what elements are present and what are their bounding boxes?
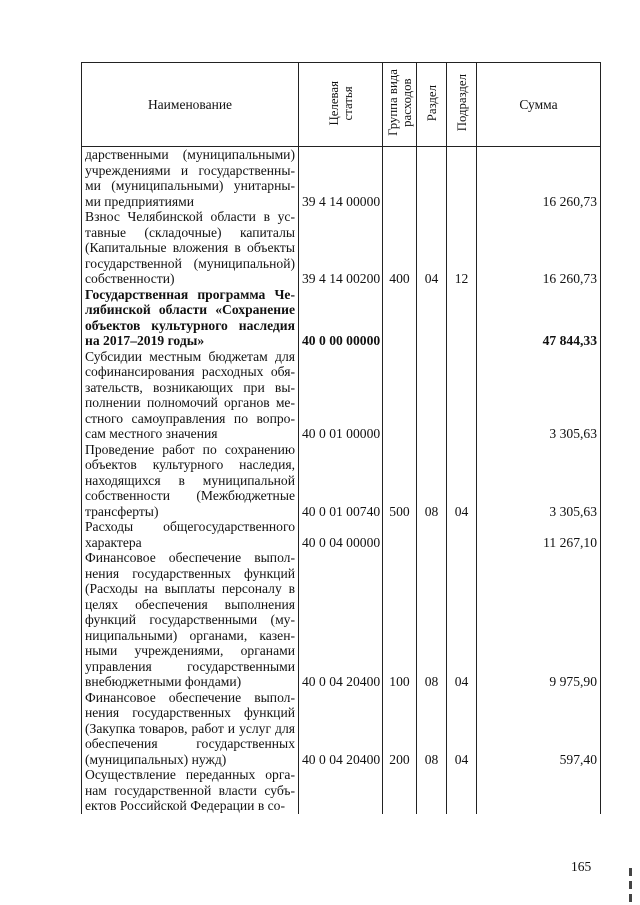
table-row: [82, 442, 601, 520]
row-sum: 16 260,73: [477, 209, 601, 287]
row-name: Расходы общегосударственного характера: [82, 519, 299, 550]
scan-edge-mark: [629, 881, 632, 889]
budget-table: [81, 62, 601, 814]
row-subsection: 04: [447, 442, 477, 520]
row-subsection: 12: [447, 209, 477, 287]
row-sum: 11 267,10: [477, 519, 601, 550]
row-subsection: [447, 767, 477, 814]
header-expense-group: Группа вида расходов: [383, 63, 417, 147]
row-target-article: 40 0 04 20400: [299, 550, 383, 690]
row-expense-group: 400: [383, 209, 417, 287]
row-expense-group: 200: [383, 690, 417, 768]
row-name: Осуществление переданных орга-нам государственной власти субъ-ектов Российской Федерации в со-: [82, 767, 299, 814]
row-target-article: 39 4 14 00200: [299, 209, 383, 287]
row-target-article: [299, 767, 383, 814]
row-name: Государственная программа Че-лябинской области «Сохранение объектов культурного наследия на 2017–2019 годы»: [82, 287, 299, 349]
row-name: Субсидии местным бюджетам для софинансирования расходных обя-зательств, возникающих при вы-полнении полномочий органов ме-стного самоуправления по вопро-сам местного значения: [82, 349, 299, 442]
table-row: [82, 349, 601, 442]
row-section: [417, 147, 447, 210]
row-sum: 597,40: [477, 690, 601, 768]
table-row: [82, 287, 601, 349]
header-target-article: Целевая статья: [299, 63, 383, 147]
row-name: Взнос Челябинской области в ус-тавные (складочные) капиталы (Капитальные вложения в объекты государственной (муниципальной) собственности): [82, 209, 299, 287]
header-subsection: Подраздел: [447, 63, 477, 147]
header-name: Наименование: [82, 63, 299, 147]
table-header-row: [82, 63, 601, 147]
table-row: [82, 147, 601, 210]
row-name: дарственными (муниципальными) учреждениями и государственны-ми (муниципальными) унитарны-ми предприятиями: [82, 147, 299, 210]
row-expense-group: [383, 147, 417, 210]
row-section: [417, 519, 447, 550]
row-target-article: 40 0 00 00000: [299, 287, 383, 349]
table-row: [82, 209, 601, 287]
row-sum: 3 305,63: [477, 442, 601, 520]
row-section: [417, 767, 447, 814]
row-section: 04: [417, 209, 447, 287]
row-name: Финансовое обеспечение выпол-нения государственных функций (Закупка товаров, работ и услуг для обеспечения государственных (муниципальных) нужд): [82, 690, 299, 768]
row-subsection: [447, 147, 477, 210]
row-section: 08: [417, 442, 447, 520]
row-sum: [477, 767, 601, 814]
row-expense-group: 100: [383, 550, 417, 690]
row-section: 08: [417, 690, 447, 768]
row-subsection: 04: [447, 550, 477, 690]
header-sum: Сумма: [477, 63, 601, 147]
row-target-article: 40 0 04 20400: [299, 690, 383, 768]
row-target-article: 40 0 01 00740: [299, 442, 383, 520]
row-expense-group: 500: [383, 442, 417, 520]
row-subsection: 04: [447, 690, 477, 768]
row-name: Финансовое обеспечение выпол-нения государственных функций (Расходы на выплаты персоналу в целях обеспечения выполнения функций государственными (му-ниципальными) органами, казен-ными учреждениями, органами управления государственными внебюджетными фондами): [82, 550, 299, 690]
row-expense-group: [383, 519, 417, 550]
table-row: [82, 519, 601, 550]
row-name: Проведение работ по сохранению объектов культурного наследия, находящихся в муниципальной собственности (Межбюджетные трансферты): [82, 442, 299, 520]
table-row: [82, 550, 601, 690]
scan-edge-mark: [629, 868, 632, 876]
row-expense-group: [383, 767, 417, 814]
page-number: 165: [571, 859, 592, 874]
row-sum: 47 844,33: [477, 287, 601, 349]
row-subsection: [447, 519, 477, 550]
row-section: [417, 349, 447, 442]
row-section: 08: [417, 550, 447, 690]
row-expense-group: [383, 349, 417, 442]
row-section: [417, 287, 447, 349]
row-subsection: [447, 287, 477, 349]
row-sum: 9 975,90: [477, 550, 601, 690]
table-row: [82, 767, 601, 814]
row-sum: 16 260,73: [477, 147, 601, 210]
row-subsection: [447, 349, 477, 442]
row-target-article: 39 4 14 00000: [299, 147, 383, 210]
header-section: Раздел: [417, 63, 447, 147]
row-sum: 3 305,63: [477, 349, 601, 442]
row-expense-group: [383, 287, 417, 349]
scan-edge-mark: [629, 894, 632, 902]
table-row: [82, 690, 601, 768]
row-target-article: 40 0 01 00000: [299, 349, 383, 442]
row-target-article: 40 0 04 00000: [299, 519, 383, 550]
